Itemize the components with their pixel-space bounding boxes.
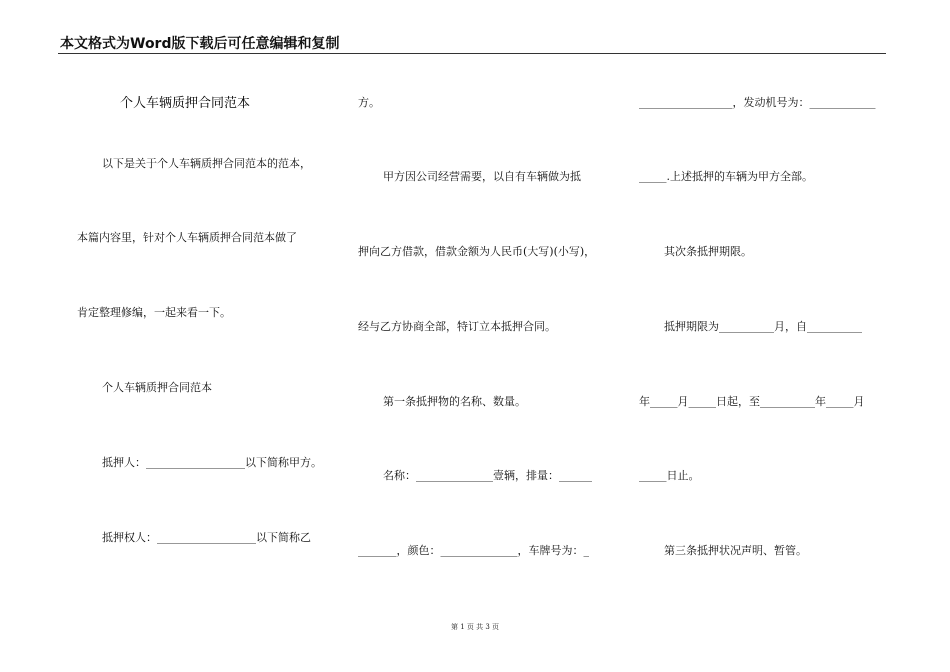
col1-line-2: 本篇内容里，针对个人车辆质押合同范本做了 <box>77 231 297 244</box>
col3-line-5: 年_____月_____日起，至__________年_____月 <box>639 395 865 408</box>
col1-line-5: 抵押人：__________________以下简称甲方。 <box>102 456 322 469</box>
col3-line-4: 抵押期限为__________月，自__________ <box>664 320 862 333</box>
col1-line-1: 以下是关于个人车辆质押合同范本的范本， <box>102 157 311 170</box>
col2-line-5: 第一条抵押物的名称、数量。 <box>383 395 526 408</box>
col2-line-7: _______，颜色：______________，车牌号为：_ <box>358 544 589 557</box>
col2-line-3: 押向乙方借款，借款金额为人民币(大写)(小写)， <box>358 245 596 258</box>
document-title: 个人车辆质押合同范本 <box>120 96 251 111</box>
page-number: 第 1 页 共 3 页 <box>450 623 500 631</box>
col3-line-1: _________________，发动机号为：____________ <box>639 96 876 109</box>
col2-line-2: 甲方因公司经营需要，以自有车辆做为抵 <box>383 170 581 183</box>
col1-line-4: 个人车辆质押合同范本 <box>102 381 212 394</box>
header-divider <box>58 53 886 54</box>
col3-line-6: _____日止。 <box>639 469 700 482</box>
col3-line-7: 第三条抵押状况声明、暂管。 <box>664 544 807 557</box>
col1-line-3: 肯定整理修编，一起来看一下。 <box>77 306 231 319</box>
document-banner: 本文格式为Word版下载后可任意编辑和复制 <box>60 36 340 52</box>
col2-line-4: 经与乙方协商全部，特订立本抵押合同。 <box>358 320 556 333</box>
col3-line-2: _____.上述抵押的车辆为甲方全部。 <box>639 170 813 183</box>
col3-line-3: 其次条抵押期限。 <box>664 245 752 258</box>
col1-line-6: 抵押权人：__________________以下简称乙 <box>102 531 311 544</box>
col2-line-1: 方。 <box>358 96 380 109</box>
col2-line-6: 名称：______________壹辆，排量：______ <box>383 469 592 482</box>
